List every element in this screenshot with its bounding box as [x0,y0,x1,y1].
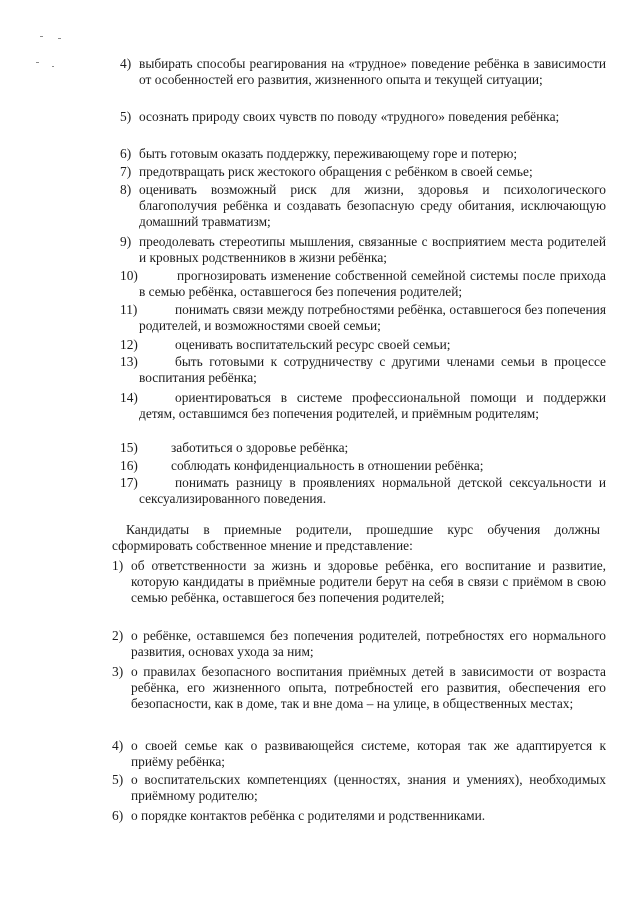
item-number: 7) [120,164,132,179]
list-item [112,738,606,770]
item-text: соблюдать конфиденциальность в отношении ребёнка; [171,458,484,473]
item-number: 12) [120,337,138,352]
item-text: об ответственности за жизнь и здоровье ребёнка, его воспитание и развитие, которую кандидаты в приёмные родители берут на себя в связи с приёмом в свою семью ребёнка, оставшегося без попечения родителей; [131,558,606,606]
item-text: предотвращать риск жестокого обращения с ребёнком в своей семье; [139,164,533,179]
item-text: понимать разницу в проявлениях нормальной детской сексуальности и сексуализированного поведения. [139,475,606,507]
item-number: 8) [120,182,132,197]
item-number: 16) [120,458,138,473]
list-item [120,354,606,386]
item-number: 5) [120,109,132,124]
list-item [112,664,606,713]
item-number: 6) [112,808,124,823]
list-item [120,268,606,300]
item-text: понимать связи между потребностями ребёнка, оставшегося без попечения родителей, и возможностями своей семьи; [139,302,606,334]
list-item [120,182,606,231]
item-text: оценивать воспитательский ресурс своей семьи; [175,337,451,352]
item-number: 15) [120,440,138,455]
list-item [120,302,606,334]
item-text: выбирать способы реагирования на «трудное» поведение ребёнка в зависимости от особенностей его развития, жизненного опыта и текущей ситуации; [139,56,606,88]
item-text: заботиться о здоровье ребёнка; [171,440,349,455]
list-item [120,56,606,88]
item-number: 14) [120,390,138,405]
list-item [120,337,606,353]
item-number: 3) [112,664,124,679]
item-text: осознать природу своих чувств по поводу «трудного» поведения ребёнка; [139,109,560,124]
item-number: 1) [112,558,124,573]
item-number: 6) [120,146,132,161]
list-item [120,440,606,456]
item-text: оценивать возможный риск для жизни, здоровья и психологического благополучия ребёнка и создавать безопасную среду обитания, исключающую домашний травматизм; [139,182,606,230]
list-item [112,628,606,660]
list-item [120,390,606,422]
item-text: о воспитательских компетенциях (ценностях, знания и умениях), необходимых приёмному родителю; [131,772,606,804]
item-text: ориентироваться в системе профессиональной помощи и поддержки детям, оставшимся без попечения родителей, и приёмным родителям; [139,390,606,422]
item-text: преодолевать стереотипы мышления, связанные с восприятием места родителей и кровных родственников в жизни ребёнка; [139,234,606,266]
intro-paragraph: Кандидаты в приемные родители, прошедшие курс обучения должны сформировать собственное мнение и представление: [112,522,600,554]
list-item [112,558,606,607]
item-number: 5) [112,772,124,787]
item-number: 4) [112,738,124,753]
item-number: 10) [120,268,138,283]
item-text: быть готовым оказать поддержку, переживающему горе и потерю; [139,146,518,161]
item-number: 2) [112,628,124,643]
item-number: 13) [120,354,138,369]
list-item [120,164,606,180]
list-item [120,458,606,474]
item-text: о правилах безопасного воспитания приёмных детей в зависимости от возраста ребёнка, его жизненного опыта, потребностей его развития, обеспечения его безопасности, как в доме, так и вне дома – на улице, в общественных местах; [131,664,606,712]
item-text: прогнозировать изменение собственной семейной системы после прихода в семью ребёнка, оставшегося без попечения родителей; [139,268,606,300]
item-number: 9) [120,234,132,249]
list-item [120,146,606,162]
item-text: быть готовыми к сотрудничеству с другими членами семьи в процессе воспитания ребёнка; [139,354,606,386]
list-item [120,109,606,125]
item-number: 17) [120,475,138,490]
item-text: о своей семье как о развивающейся системе, которая так же адаптируется к приёму ребёнка; [131,738,606,770]
list-item [120,234,606,266]
item-number: 11) [120,302,138,317]
scan-specks [36,36,96,76]
item-text: о порядке контактов ребёнка с родителями и родственниками. [131,808,486,823]
list-item [112,808,606,824]
item-number: 4) [120,56,132,71]
item-text: о ребёнке, оставшемся без попечения родителей, потребностях его нормального развития, основах ухода за ним; [131,628,606,660]
list-item [112,772,606,804]
list-item [120,475,606,507]
